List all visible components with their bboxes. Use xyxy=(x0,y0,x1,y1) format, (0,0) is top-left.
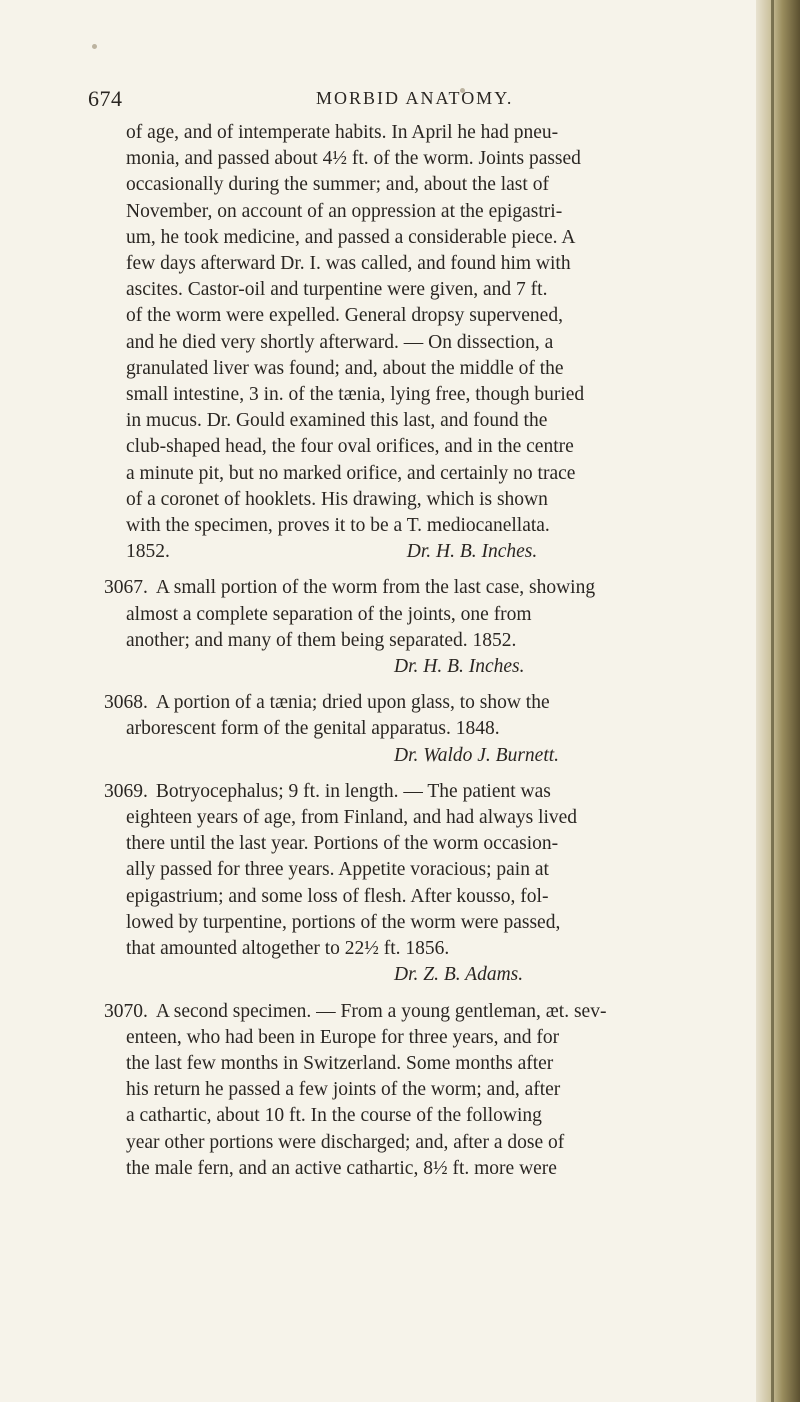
text-line: monia, and passed about 4½ ft. of the worm. Joints passed xyxy=(126,148,581,170)
entry-first-line xyxy=(104,999,756,1025)
text-line: enteen, who had been in Europe for three years, and for xyxy=(126,1026,560,1048)
page-edge-shadow xyxy=(771,0,774,1402)
paper-speck xyxy=(92,44,97,49)
catalog-entry-3067 xyxy=(104,575,756,680)
entry-first-line xyxy=(104,690,756,716)
text-line: the male fern, and an active cathartic, 8½ ft. more were xyxy=(126,1157,557,1179)
text-line: a minute pit, but no marked orifice, and certainly no trace xyxy=(126,462,576,484)
catalog-entry-3070 xyxy=(104,999,756,1182)
text-line: almost a complete separation of the joints, one from xyxy=(126,603,532,625)
text-line: with the specimen, proves it to be a T. mediocanellata. xyxy=(126,515,550,537)
text-line: granulated liver was found; and, about the middle of the xyxy=(126,357,564,379)
entry-first-line xyxy=(104,575,756,601)
page-number: 674 xyxy=(88,86,123,111)
entry-number: 3068. xyxy=(104,692,148,714)
text-line: a cathartic, about 10 ft. In the course of the following xyxy=(126,1105,542,1127)
text-line: epigastrium; and some loss of flesh. After kousso, fol- xyxy=(126,885,549,907)
page-header xyxy=(88,86,748,116)
text-line: arborescent form of the genital apparatus. 1848. xyxy=(126,718,500,740)
body-text xyxy=(104,120,756,1182)
text-line: in mucus. Dr. Gould examined this last, and found the xyxy=(126,410,548,432)
text-line: of a coronet of hooklets. His drawing, which is shown xyxy=(126,488,548,510)
entry-number: 3070. xyxy=(104,1000,148,1022)
text-line: year other portions were discharged; and, after a dose of xyxy=(126,1131,565,1153)
text-line: um, he took medicine, and passed a considerable piece. A xyxy=(126,226,576,248)
text-line: A portion of a tænia; dried upon glass, to show the xyxy=(155,692,550,714)
text-line: Botryocephalus; 9 ft. in length. — The patient was xyxy=(155,780,551,802)
text-line: the last few months in Switzerland. Some months after xyxy=(126,1052,554,1074)
text-line: his return he passed a few joints of the worm; and, after xyxy=(126,1079,561,1101)
text-line: few days afterward Dr. I. was called, and found him with xyxy=(126,253,571,275)
text-line: small intestine, 3 in. of the tænia, lying free, though buried xyxy=(126,384,585,406)
text-line: ally passed for three years. Appetite voracious; pain at xyxy=(126,859,549,881)
text-line: of age, and of intemperate habits. In April he had pneu- xyxy=(126,122,559,143)
text-line: another; and many of them being separated. 1852. xyxy=(126,629,517,651)
entry-number: 3067. xyxy=(104,577,148,599)
text-line: November, on account of an oppression at the epigastri- xyxy=(126,200,563,222)
donor-credit: Dr. H. B. Inches. xyxy=(406,541,538,563)
text-line: there until the last year. Portions of the worm occasion- xyxy=(126,833,559,855)
entry-first-line xyxy=(104,779,756,805)
text-line: eighteen years of age, from Finland, and had always lived xyxy=(126,807,578,829)
text-line: A small portion of the worm from the last case, showing xyxy=(155,577,596,599)
text-line: that amounted altogether to 22½ ft. 1856. xyxy=(126,938,450,960)
donor-credit: Dr. Waldo J. Burnett. xyxy=(394,744,560,766)
text-line: ascites. Castor-oil and turpentine were given, and 7 ft. xyxy=(126,279,548,301)
text-line: occasionally during the summer; and, about the last of xyxy=(126,174,549,196)
opening-paragraph xyxy=(126,120,756,565)
text-line: club-shaped head, the four oval orifices, and in the centre xyxy=(126,436,574,458)
text-line: lowed by turpentine, portions of the worm were passed, xyxy=(126,911,561,933)
running-head: MORBID ANATOMY. xyxy=(316,88,514,108)
page-edge-binding xyxy=(756,0,800,1402)
catalog-entry-3068 xyxy=(104,690,756,769)
year: 1852. xyxy=(126,541,170,563)
text-line: and he died very shortly afterward. — On dissection, a xyxy=(126,331,554,353)
catalog-entry-3069 xyxy=(104,779,756,989)
year-credit-line xyxy=(126,539,756,565)
entry-number: 3069. xyxy=(104,780,148,802)
donor-credit: Dr. H. B. Inches. xyxy=(394,656,525,678)
text-line: A second specimen. — From a young gentleman, æt. sev- xyxy=(155,1000,607,1022)
text-line: of the worm were expelled. General dropsy supervened, xyxy=(126,305,563,327)
donor-credit: Dr. Z. B. Adams. xyxy=(394,964,524,986)
